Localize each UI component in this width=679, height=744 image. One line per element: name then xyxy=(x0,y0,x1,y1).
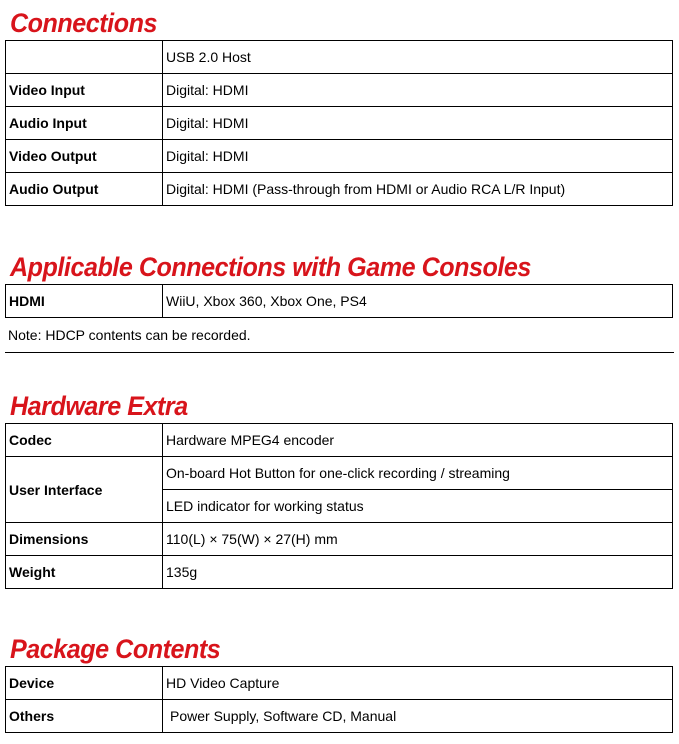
table-row xyxy=(6,140,673,173)
hardware-table xyxy=(5,423,673,589)
connections-table xyxy=(5,40,673,206)
table-row xyxy=(6,41,673,74)
table-row xyxy=(6,107,673,140)
row-label: User Interface xyxy=(6,457,163,523)
row-label: Others xyxy=(6,700,163,733)
row-value: Hardware MPEG4 encoder xyxy=(163,424,673,457)
table-row xyxy=(6,424,673,457)
package-table xyxy=(5,666,673,733)
divider xyxy=(5,352,674,353)
row-value: 135g xyxy=(163,556,673,589)
table-row xyxy=(6,523,673,556)
row-value: HD Video Capture xyxy=(163,667,673,700)
row-value: USB 2.0 Host xyxy=(163,41,673,74)
row-label: Video Input xyxy=(6,74,163,107)
hardware-title: Hardware Extra xyxy=(10,391,188,421)
row-value: WiiU, Xbox 360, Xbox One, PS4 xyxy=(163,285,673,318)
table-row xyxy=(6,74,673,107)
row-value: Digital: HDMI xyxy=(163,74,673,107)
row-label: Codec xyxy=(6,424,163,457)
row-value: 110(L) × 75(W) × 27(H) mm xyxy=(163,523,673,556)
row-value: Power Supply, Software CD, Manual xyxy=(163,700,673,733)
row-label: Weight xyxy=(6,556,163,589)
package-title: Package Contents xyxy=(10,634,221,664)
table-row xyxy=(6,457,673,490)
row-label: HDMI xyxy=(6,285,163,318)
row-label: Video Output xyxy=(6,140,163,173)
table-row xyxy=(6,173,673,206)
table-row xyxy=(6,700,673,733)
consoles-table xyxy=(5,284,673,318)
consoles-title: Applicable Connections with Game Consoles xyxy=(10,252,531,282)
table-row xyxy=(6,556,673,589)
hdcp-note: Note: HDCP contents can be recorded. xyxy=(8,327,251,343)
table-row xyxy=(6,667,673,700)
row-label: Dimensions xyxy=(6,523,163,556)
row-label: Audio Input xyxy=(6,107,163,140)
row-label xyxy=(6,41,163,74)
row-label: Audio Output xyxy=(6,173,163,206)
row-value: Digital: HDMI (Pass-through from HDMI or Audio RCA L/R Input) xyxy=(163,173,673,206)
row-value: On-board Hot Button for one-click recording / streaming xyxy=(163,457,673,490)
table-row xyxy=(6,285,673,318)
row-value: LED indicator for working status xyxy=(163,490,673,523)
connections-title: Connections xyxy=(10,8,157,38)
row-value: Digital: HDMI xyxy=(163,140,673,173)
row-value: Digital: HDMI xyxy=(163,107,673,140)
row-label: Device xyxy=(6,667,163,700)
